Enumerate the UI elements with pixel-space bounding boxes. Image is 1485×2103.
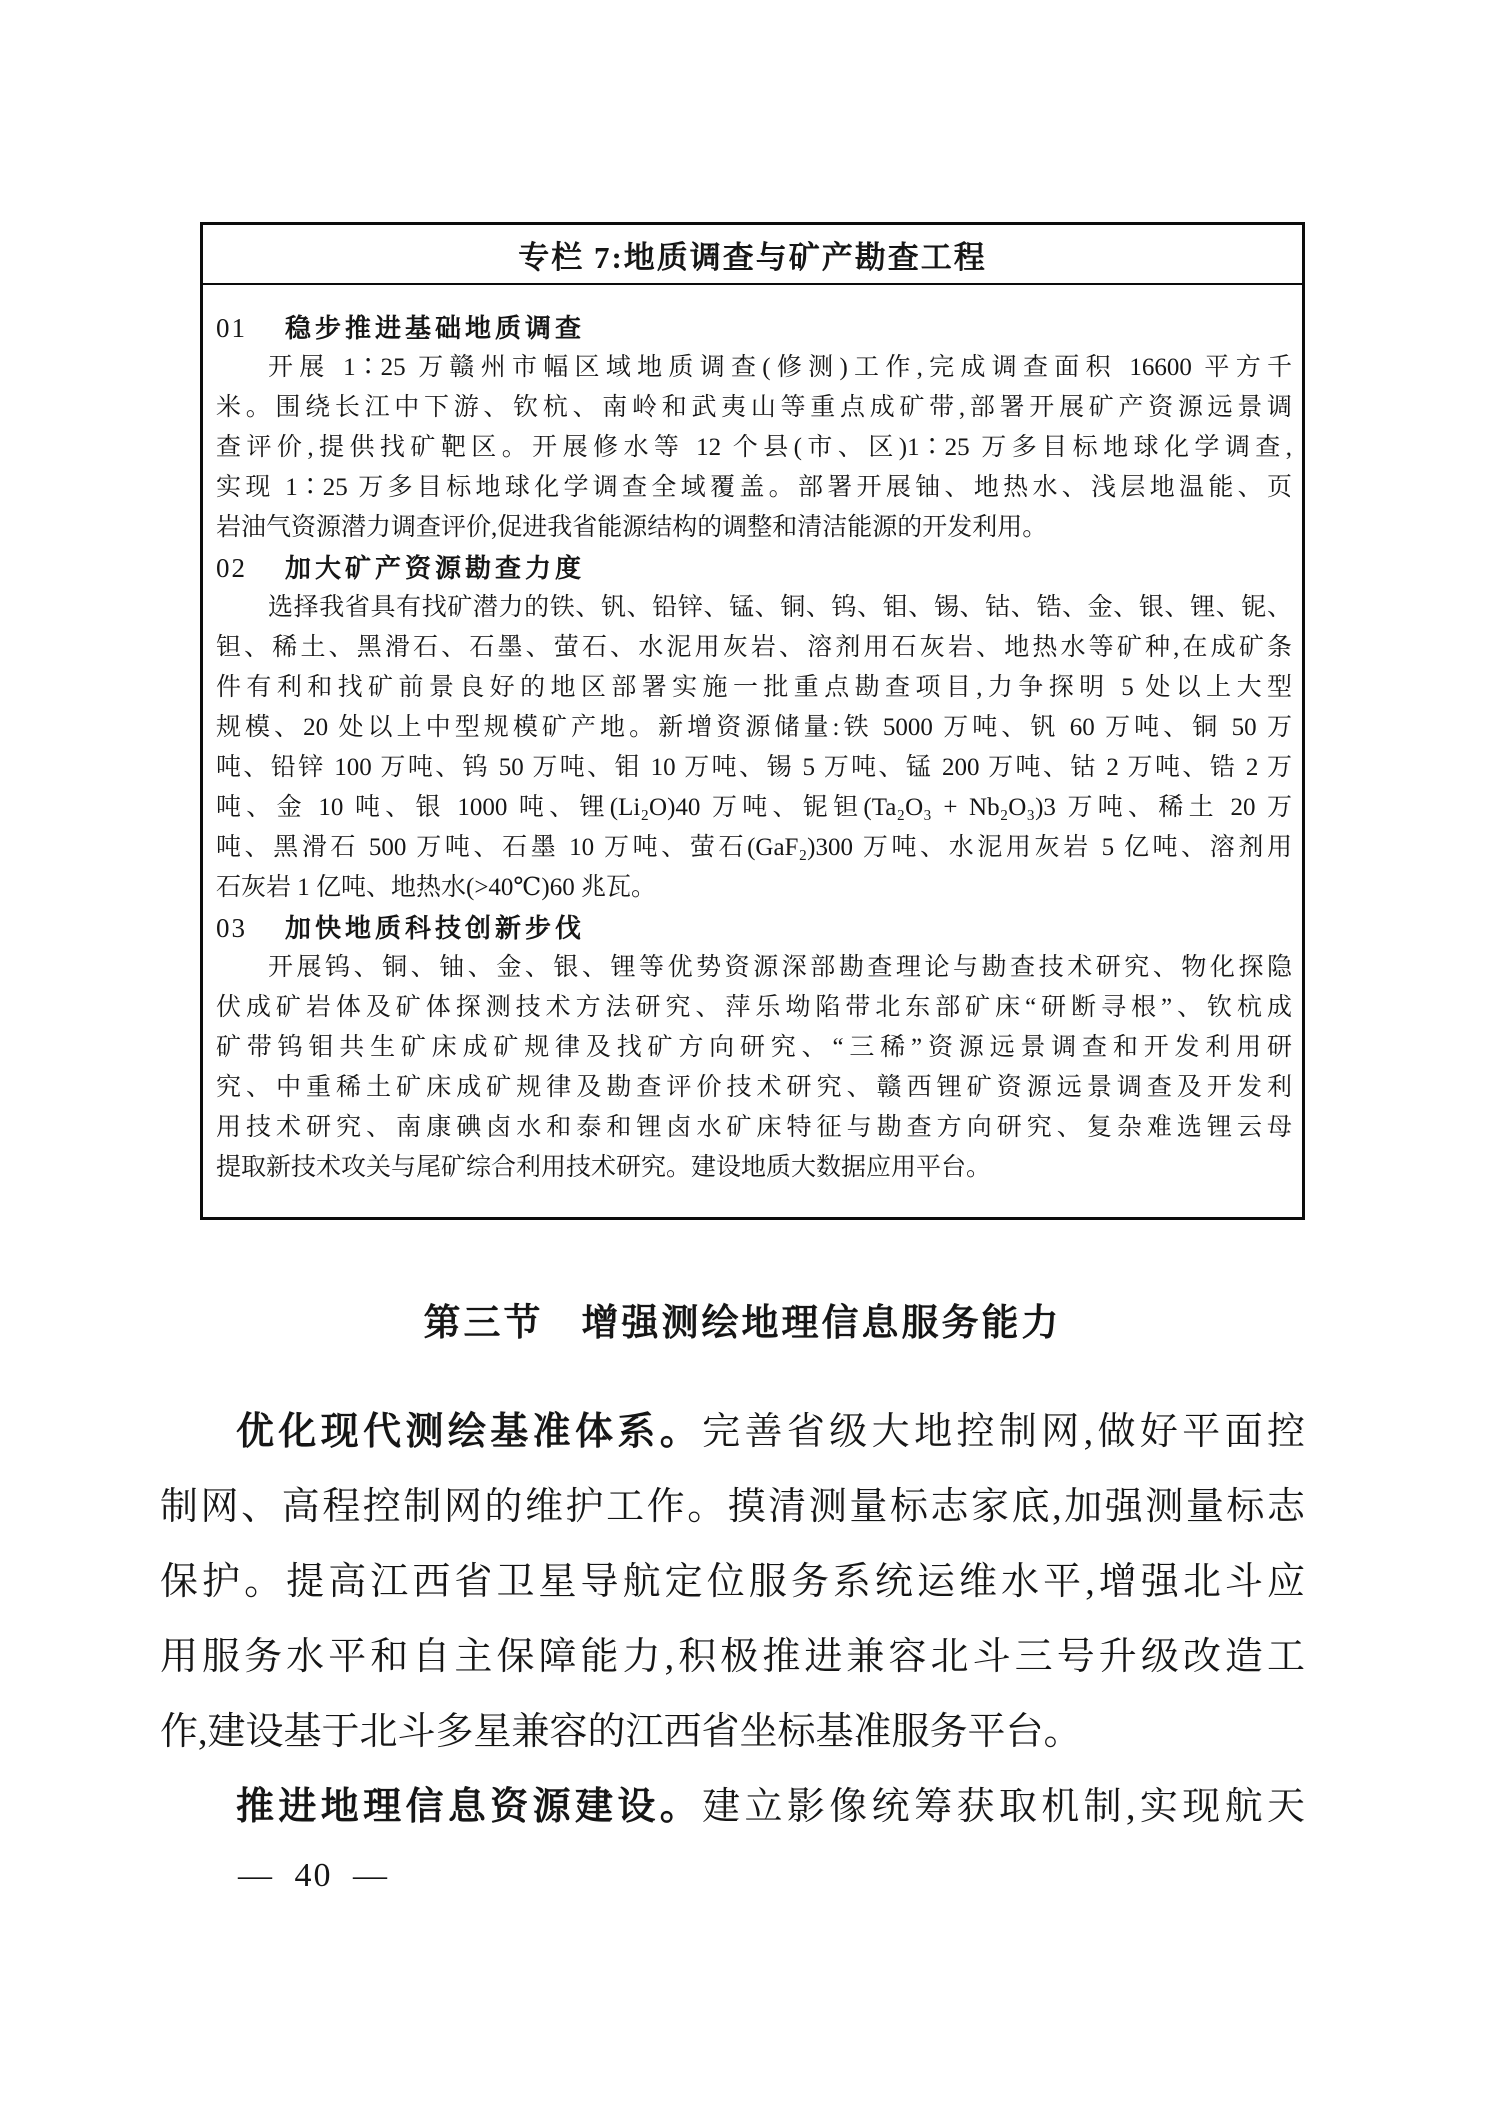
section-heading-text: 稳步推进基础地质调查 [285, 314, 586, 343]
body-line-text: 作,建设基于北斗多星兼容的江西省坐标基准服务平台。 [160, 1711, 1082, 1753]
body-lead-bold: 推进地理信息资源建设。 [236, 1786, 703, 1828]
body-text-line [160, 1770, 1305, 1845]
section-label: 第三节 [423, 1303, 544, 1344]
box-text-line: 究、中重稀土矿床成矿规律及勘查评价技术研究、赣西锂矿资源远景调查及开发利 [216, 1074, 1292, 1101]
box-text-line: 开展钨、铜、铀、金、银、锂等优势资源深部勘查理论与勘查技术研究、物化探隐 [268, 954, 1292, 981]
section-number: 03 [216, 913, 247, 943]
section-heading-text: 加快地质科技创新步伐 [285, 914, 586, 943]
box-text-line: 矿带钨钼共生矿床成矿规律及找矿方向研究、“三稀”资源远景调查和开发利用研 [216, 1034, 1292, 1061]
box-text-line: 吨、金 10 吨、银 1000 吨、锂(Li₂O)40 万吨、铌钽(Ta₂O₃ + Nb₂O₃)3 万吨、稀土 20 万 [216, 794, 1292, 821]
body-line-text: 建立影像统筹获取机制,实现航天 [702, 1786, 1305, 1828]
section-3-heading [0, 1292, 1485, 1346]
body-text-line [160, 1395, 1305, 1470]
box-text-line: 开展 1∶25 万赣州市幅区域地质调查(修测)工作,完成调查面积 16600 平方千 [268, 354, 1292, 381]
box-text-line: 米。围绕长江中下游、钦杭、南岭和武夷山等重点成矿带,部署开展矿产资源远景调 [216, 394, 1292, 421]
box-text-line: 用技术研究、南康碘卤水和泰和锂卤水矿床特征与勘查方向研究、复杂难选锂云母 [216, 1114, 1292, 1141]
body-text-line [160, 1545, 1305, 1620]
box-text-line: 查评价,提供找矿靶区。开展修水等 12 个县(市、区)1∶25 万多目标地球化学调查, [216, 434, 1292, 461]
body-line-text: 完善省级大地控制网,做好平面控 [702, 1411, 1305, 1453]
section-number: 02 [216, 553, 247, 583]
section-number: 01 [216, 313, 247, 343]
box-text-line: 石灰岩 1 亿吨、地热水(>40℃)60 兆瓦。 [216, 874, 656, 901]
body-line-text: 保护。提高江西省卫星导航定位服务系统运维水平,增强北斗应 [160, 1561, 1305, 1603]
body-line-text: 制网、高程控制网的维护工作。摸清测量标志家底,加强测量标志 [160, 1486, 1305, 1528]
box-text-line: 伏成矿岩体及矿体探测技术方法研究、萍乐坳陷带北东部矿床“研断寻根”、钦杭成 [216, 994, 1292, 1021]
feature-box-title: 专栏 7:地质调查与矿产勘查工程 [203, 225, 1302, 285]
body-text-line [160, 1470, 1305, 1545]
body-text-line [160, 1695, 1305, 1770]
section-heading-text: 加大矿产资源勘查力度 [285, 554, 586, 583]
box-section-02-heading [216, 548, 1292, 588]
feature-box-body [203, 285, 1302, 1188]
body-text-line [160, 1620, 1305, 1695]
box-text-line: 岩油气资源潜力调查评价,促进我省能源结构的调整和清洁能源的开发利用。 [216, 514, 1048, 541]
box-text-line: 提取新技术攻关与尾矿综合利用技术研究。建设地质大数据应用平台。 [216, 1154, 992, 1181]
box-section-01-heading [216, 308, 1292, 348]
box-text-line: 选择我省具有找矿潜力的铁、钒、铅锌、锰、铜、钨、钼、锡、钴、锆、金、银、锂、铌、 [268, 594, 1292, 621]
main-body-text [160, 1395, 1305, 1845]
box-text-line: 件有利和找矿前景良好的地区部署实施一批重点勘查项目,力争探明 5 处以上大型 [216, 674, 1292, 701]
body-line-text: 用服务水平和自主保障能力,积极推进兼容北斗三号升级改造工 [160, 1636, 1305, 1678]
box-text-line: 实现 1∶25 万多目标地球化学调查全域覆盖。部署开展铀、地热水、浅层地温能、页 [216, 474, 1292, 501]
box-text-line: 吨、铅锌 100 万吨、钨 50 万吨、钼 10 万吨、锡 5 万吨、锰 200 万吨、钴 2 万吨、锆 2 万 [216, 754, 1292, 781]
feature-box-column7 [200, 222, 1305, 1220]
body-lead-bold: 优化现代测绘基准体系。 [236, 1411, 703, 1453]
box-text-line: 钽、稀土、黑滑石、石墨、萤石、水泥用灰岩、溶剂用石灰岩、地热水等矿种,在成矿条 [216, 634, 1292, 661]
section-title: 增强测绘地理信息服务能力 [581, 1303, 1062, 1344]
box-text-line: 规模、20 处以上中型规模矿产地。新增资源储量:铁 5000 万吨、钒 60 万吨、铜 50 万 [216, 714, 1292, 741]
page-number: — 40 — [238, 1857, 389, 1894]
box-section-03-heading [216, 908, 1292, 948]
box-text-line: 吨、黑滑石 500 万吨、石墨 10 万吨、萤石(GaF₂)300 万吨、水泥用灰岩 5 亿吨、溶剂用 [216, 834, 1292, 861]
